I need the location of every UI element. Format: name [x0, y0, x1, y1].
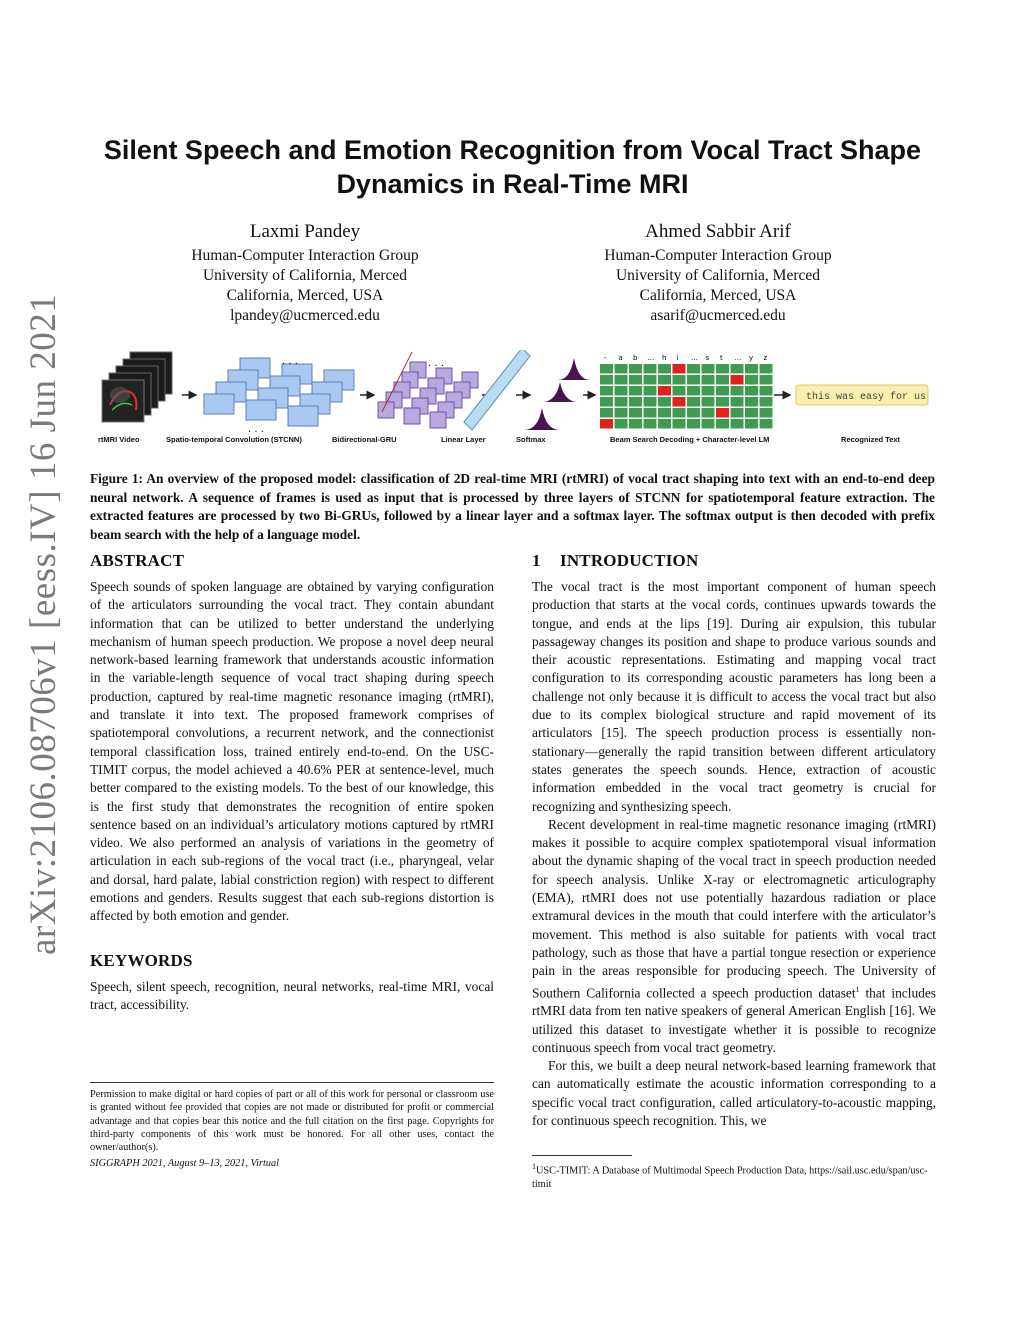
grid-cell — [629, 386, 642, 396]
grid-cell — [687, 375, 700, 385]
grid-cell — [731, 364, 744, 374]
grid-char-label: - — [604, 354, 607, 362]
footnote-rule — [532, 1155, 632, 1156]
grid-cell — [600, 397, 613, 407]
grid-cell — [716, 419, 729, 429]
grid-cell — [745, 397, 758, 407]
grid-cell — [629, 364, 642, 374]
grid-cell — [615, 386, 628, 396]
bigru-blocks — [378, 362, 478, 428]
grid-cell — [629, 408, 642, 418]
grid-cell — [673, 419, 686, 429]
label-bigru: Bidirectional-GRU — [332, 435, 397, 444]
grid-cell — [702, 408, 715, 418]
grid-cell — [687, 386, 700, 396]
paper-title: Silent Speech and Emotion Recognition from Vocal Tract Shape Dynamics in Real-Time MRI — [103, 135, 922, 199]
intro-p2-after: that includes rtMRI data from ten native speakers of general American English [16]. We utilized this dataset to investigate whether it is possible to recognize continuous speech from vocal tract geometry. — [532, 985, 937, 1055]
grid-char-label: y — [749, 354, 754, 362]
grid-cell — [702, 375, 715, 385]
grid-char-label: i — [676, 354, 679, 362]
grid-char-label: b — [633, 354, 638, 362]
author-location: California, Merced, USA — [226, 287, 384, 304]
grid-cell — [702, 397, 715, 407]
author-location: California, Merced, USA — [639, 287, 797, 304]
footnote — [532, 1160, 936, 1191]
author-university: University of California, Merced — [202, 267, 408, 284]
grid-cell — [615, 364, 628, 374]
grid-cell — [644, 408, 657, 418]
author-name: Laxmi Pandey — [249, 221, 361, 242]
grid-cell — [673, 386, 686, 396]
grid-cell — [615, 419, 628, 429]
stcnn-blocks — [204, 358, 354, 426]
grid-cell — [745, 375, 758, 385]
grid-cell-highlight — [658, 386, 671, 396]
right-column — [532, 550, 936, 1130]
grid-cell — [673, 408, 686, 418]
grid-cell — [687, 397, 700, 407]
grid-cell — [658, 397, 671, 407]
label-recognized-text: Recognized Text — [841, 435, 901, 444]
grid-cell — [600, 375, 613, 385]
grid-cell — [716, 364, 729, 374]
grid-cell — [658, 419, 671, 429]
grid-cell — [731, 397, 744, 407]
grid-cell — [658, 408, 671, 418]
author-block-1 — [125, 220, 485, 326]
intro-p2-before: Recent development in real-time magnetic resonance imaging (rtMRI) makes it possible to acquire complex spatiotemporal visual information about the dynamic shaping of the vocal tract in speech production needed for speech analysis. Unlike X-ray or electromagnetic articulography (EMA), rtMRI does not use potentially hazardous radiation or place extramural devices in the mouth that could interfere with the articulator’s movement. This method is also suitable for patients with vocal tract pathology, such as those that have a partial tongue resection or experience pain in the areas responsible for producing speech. The University of Southern California collected a speech production dataset — [532, 816, 936, 1000]
arxiv-stamp: arXiv:2106.08706v1 [eess.IV] 16 Jun 2021 — [23, 293, 64, 955]
abstract-text: Speech sounds of spoken language are obtained by varying configuration of the articulators surrounding the vocal tract. They contain abundant information that can be utilized to better understand the underlying mechanism of human speech production. We propose a novel deep neural network-based learning framework that understands acoustic information in the variable-length sequence of vocal tract shaping during speech production, captured by real-time magnetic resonance imaging (rtMRI), and translate it into text. The proposed framework comprises of spatiotemporal convolutions, a recurrent network, and the connectionist temporal classification loss, trained entirely end-to-end. On the USC-TIMIT corpus, the model achieved a 40.6% PER at sentence-level, much better compared to the existing models. To the best of our knowledge, this is the first study that demonstrates the recognition of entire spoken sentence based on an individual’s articulatory motions captured by rtMRI video. We also performed an analysis of variations in the geometry of articulation in each sub-regions of the vocal tract (i.e., pharyngeal, velar and dorsal, hard palate, labial constriction region) with respect to different emotions and genders. Results suggest that each sub-regions distortion is affected by both emotion and gender. — [90, 579, 494, 924]
figure-caption: Figure 1: An overview of the proposed model: classification of 2D real-time MRI (rtMRI) of vocal tract shaping into text with an end-to-end deep neural network. A sequence of frames is used as input that is processed by three layers of STCNN for spatiotemporal feature extraction. The extracted features are processed by two Bi-GRUs, followed by a linear layer and a softmax layer. The softmax output is then decoded with prefix beam search with the help of a language model. — [90, 471, 935, 542]
grid-character-labels — [604, 354, 768, 362]
grid-cell — [629, 397, 642, 407]
grid-cell — [760, 364, 773, 374]
bigru-dots: . . . — [428, 358, 444, 369]
grid-char-label: z — [763, 354, 768, 362]
author-group: Human-Computer Interaction Group — [604, 247, 832, 264]
grid-char-label: ... — [647, 354, 655, 362]
footnote-ref[interactable]: 1 — [855, 984, 860, 994]
author-name: Ahmed Sabbir Arif — [645, 221, 791, 242]
section-number: 1 — [532, 551, 541, 570]
grid-cell — [716, 397, 729, 407]
grid-cell-highlight — [716, 408, 729, 418]
rtmri-frames — [102, 352, 172, 422]
grid-cell — [687, 364, 700, 374]
figure-diagram — [90, 350, 935, 435]
author-university: University of California, Merced — [615, 267, 821, 284]
grid-cell — [760, 408, 773, 418]
grid-cell-highlight — [673, 364, 686, 374]
stcnn-dots-bottom: . . . — [248, 424, 264, 435]
grid-cell — [644, 375, 657, 385]
grid-cell — [731, 386, 744, 396]
grid-cell — [702, 364, 715, 374]
permission-rule — [90, 1082, 494, 1083]
footnote-text[interactable]: USC-TIMIT: A Database of Multimodal Speech Production Data, https://sail.usc.edu/span/usc-timit — [532, 1165, 928, 1190]
stcnn-dots-top: . . . — [282, 356, 298, 367]
grid-cell — [760, 397, 773, 407]
intro-paragraph-3: For this, we built a deep neural network-based learning framework that can automatically estimate the acoustic information corresponding to a specific vocal tract configuration, called articulatory-to-acoustic mapping, for continuous speech recognition. This, we — [532, 1058, 936, 1129]
recognized-text: this was easy for us — [806, 392, 927, 403]
grid-cell — [615, 408, 628, 418]
grid-cell — [745, 408, 758, 418]
grid-char-label: ... — [691, 354, 698, 362]
grid-cell — [702, 386, 715, 396]
grid-cell-highlight — [731, 375, 744, 385]
intro-paragraph-2 — [532, 816, 936, 1057]
grid-cell — [658, 364, 671, 374]
linear-layer-bar — [464, 350, 530, 430]
grid-cell — [644, 419, 657, 429]
grid-cell — [600, 364, 613, 374]
grid-cell — [615, 397, 628, 407]
grid-cell — [745, 364, 758, 374]
softmax-peaks — [524, 358, 590, 430]
grid-cell — [600, 408, 613, 418]
footnote-mark: 1 — [532, 1162, 536, 1171]
grid-cell — [760, 375, 773, 385]
left-column — [90, 550, 494, 1014]
grid-cell — [644, 364, 657, 374]
grid-char-label: t — [720, 354, 723, 362]
grid-cell — [644, 397, 657, 407]
author-block-2 — [538, 220, 898, 326]
grid-char-label: a — [618, 354, 623, 362]
introduction-heading — [532, 550, 936, 572]
keywords-heading: KEYWORDS — [90, 950, 193, 970]
venue-line: SIGGRAPH 2021, August 9–13, 2021, Virtual — [90, 1158, 279, 1169]
grid-cell — [687, 419, 700, 429]
grid-cell — [615, 375, 628, 385]
label-beam-search: Beam Search Decoding + Character-level LM — [610, 435, 770, 444]
label-stcnn: Spatio-temporal Convolution (STCNN) — [166, 435, 302, 444]
grid-cell — [745, 419, 758, 429]
keywords-text: Speech, silent speech, recognition, neural networks, real-time MRI, vocal tract, accessibility. — [90, 978, 494, 1012]
grid-cell — [629, 419, 642, 429]
section-title: INTRODUCTION — [560, 551, 699, 570]
grid-char-label: ... — [734, 354, 742, 362]
grid-cell — [760, 419, 773, 429]
grid-cell — [745, 386, 758, 396]
grid-cell — [716, 386, 729, 396]
beam-search-grid — [600, 364, 773, 429]
author-email[interactable]: asarif@ucmerced.edu — [650, 307, 786, 324]
grid-char-label: h — [662, 354, 667, 362]
grid-cell-highlight — [673, 397, 686, 407]
model-overview-figure — [90, 350, 935, 450]
grid-cell — [702, 419, 715, 429]
label-linear: Linear Layer — [441, 435, 486, 444]
intro-paragraph-1: The vocal tract is the most important component of human speech production that starts at the vocal cords, continues upwards towards the tongue, and ends at the lips [19]. During air expulsion, this tubular passageway changes its position and shape to produce various sounds and their acoustic representations. Estimating and mapping vocal tract configuration to its corresponding acoustic parameters has long been a challenge not only because it is difficult to access the vocal tract but also due to its complex biological structure and rapid movement of its articulators [15]. The speech production process is essentially non-stationary—generally the rapid transition between different articulatory states generates the speech sounds. Hence, extraction of acoustic information embedded in the vocal tract geometry is crucial for recognizing and synthesizing speech. — [532, 579, 936, 814]
grid-cell — [658, 375, 671, 385]
label-rtmri: rtMRI Video — [98, 435, 140, 444]
grid-cell — [760, 386, 773, 396]
grid-cell — [731, 408, 744, 418]
grid-cell — [687, 408, 700, 418]
author-email[interactable]: lpandey@ucmerced.edu — [230, 307, 380, 324]
permission-notice: Permission to make digital or hard copies of part or all of this work for personal or classroom use is granted without fee provided that copies are not made or distributed for profit or commercial advantage and that copies bear this notice and the full citation on the first page. Copyrights for third-party components of this work must be honored. For all other uses, contact the owner/author(s). — [90, 1089, 494, 1154]
grid-cell — [673, 375, 686, 385]
grid-cell-highlight — [600, 419, 613, 429]
abstract-heading: ABSTRACT — [90, 551, 185, 570]
grid-cell — [731, 419, 744, 429]
label-softmax: Softmax — [516, 435, 546, 444]
grid-cell — [629, 375, 642, 385]
grid-char-label: s — [705, 354, 710, 362]
author-group: Human-Computer Interaction Group — [191, 247, 419, 264]
grid-cell — [644, 386, 657, 396]
grid-cell — [716, 375, 729, 385]
grid-cell — [600, 386, 613, 396]
